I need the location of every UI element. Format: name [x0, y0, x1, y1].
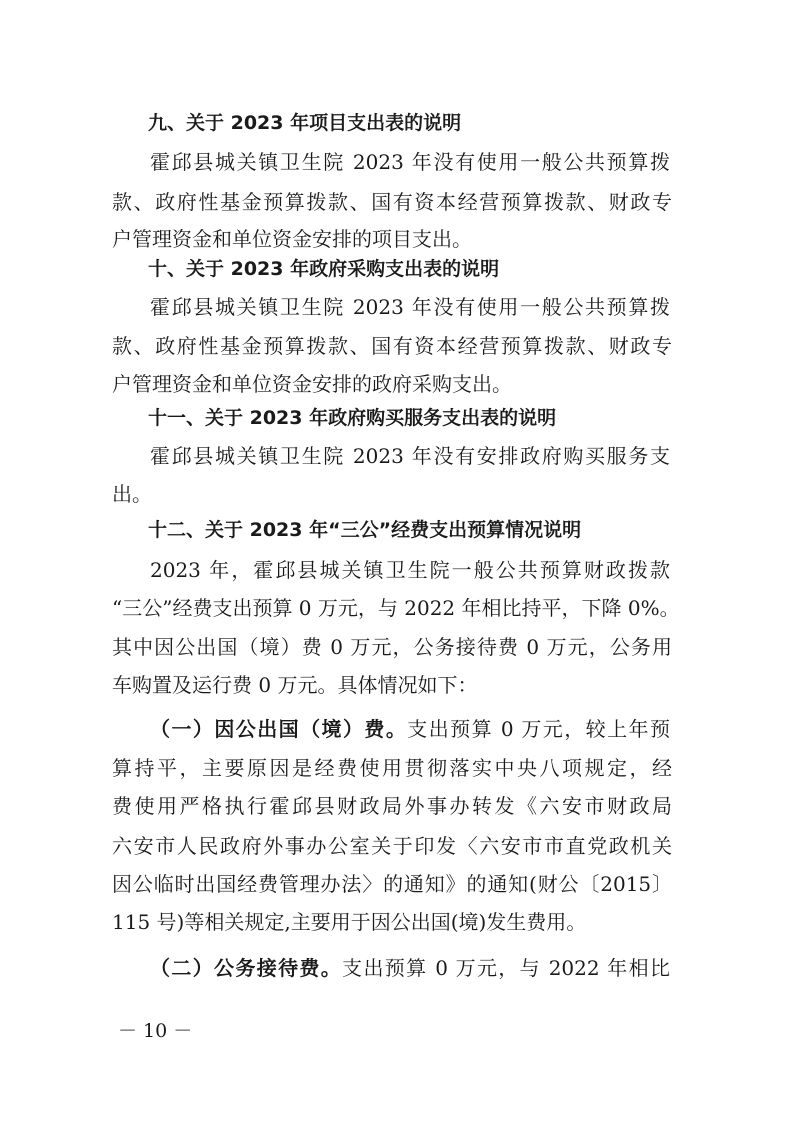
- paragraph-line: 户管理资金和单位资金安排的项目支出。: [112, 227, 472, 251]
- subitem-2-first-line: [150, 950, 670, 986]
- page-number: － 10 －: [118, 1020, 193, 1042]
- section-heading-9: 九、关于 2023 年项目支出表的说明: [148, 112, 462, 134]
- paragraph-line: 其中因公出国（境）费 0 万元，公务接待费 0 万元，公务用: [112, 635, 672, 659]
- paragraph-line: 算持平，主要原因是经费使用贯彻落实中央八项规定，经: [112, 756, 672, 780]
- subitem-1-text: 支出预算 0 万元，较上年预: [407, 717, 670, 741]
- section-heading-10: 十、关于 2023 年政府采购支出表的说明: [148, 258, 500, 280]
- paragraph-line: 2023 年，霍邱县城关镇卫生院一般公共预算财政拨款: [150, 558, 670, 582]
- paragraph-line: 出。: [112, 482, 152, 506]
- subitem-2-text: 支出预算 0 万元，与 2022 年相比: [342, 956, 670, 980]
- paragraph-line: 霍邱县城关镇卫生院 2023 年没有安排政府购买服务支: [150, 444, 670, 468]
- paragraph-line: 户管理资金和单位资金安排的政府采购支出。: [112, 372, 512, 396]
- paragraph-line: “三公”经费支出预算 0 万元，与 2022 年相比持平，下降 0%。: [112, 596, 680, 620]
- paragraph-line: 六安市人民政府外事办公室关于印发〈六安市市直党政机关: [112, 834, 672, 858]
- paragraph-line: 霍邱县城关镇卫生院 2023 年没有使用一般公共预算拨: [150, 295, 670, 319]
- subitem-1-heading: （一）因公出国（境）费。: [150, 717, 408, 741]
- subitem-1-first-line: [150, 711, 670, 747]
- paragraph-line: 费使用严格执行霍邱县财政局外事办转发《六安市财政局: [112, 794, 672, 818]
- paragraph-line: 款、政府性基金预算拨款、国有资本经营预算拨款、财政专: [112, 334, 672, 358]
- paragraph-line: 霍邱县城关镇卫生院 2023 年没有使用一般公共预算拨: [150, 150, 670, 174]
- section-heading-11: 十一、关于 2023 年政府购买服务支出表的说明: [148, 407, 557, 429]
- section-heading-12: 十二、关于 2023 年“三公”经费支出预算情况说明: [148, 519, 582, 541]
- paragraph-line: 车购置及运行费 0 万元。具体情况如下：: [112, 673, 478, 697]
- paragraph-line: 115 号)等相关规定,主要用于因公出国(境)发生费用。: [112, 910, 587, 934]
- paragraph-line: 因公临时出国经费管理办法〉的通知》的通知(财公〔2015〕: [112, 872, 672, 896]
- subitem-2-heading: （二）公务接待费。: [150, 956, 343, 980]
- paragraph-line: 款、政府性基金预算拨款、国有资本经营预算拨款、财政专: [112, 190, 672, 214]
